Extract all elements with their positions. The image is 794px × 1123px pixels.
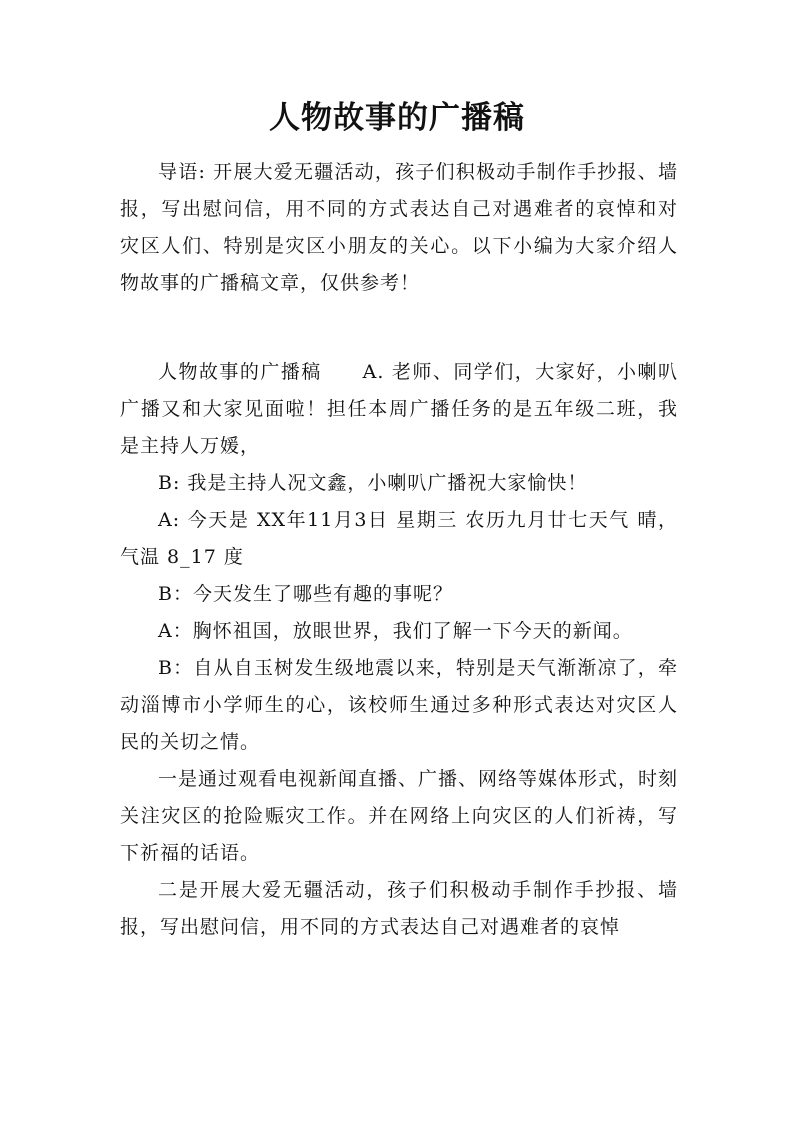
paragraph-spacer <box>120 302 678 354</box>
earthquake-news-paragraph: B：自从自玉树发生级地震以来，特别是天气渐渐凉了，牵动淄博市小学师生的心，该校师生通过多种形式表达对灾区人民的关切之情。 <box>120 657 678 753</box>
question-paragraph: B：今天发生了哪些有趣的事呢？ <box>158 583 453 605</box>
date-weather-paragraph: A: 今天是 XX年11月3日 星期三 农历九月廿七天气 晴，气温 8_17 度 <box>120 509 678 568</box>
host-b-greeting-paragraph: B: 我是主持人况文鑫，小喇叭广播祝大家愉快！ <box>158 472 588 494</box>
broadcast-opening-paragraph: 人物故事的广播稿 A. 老师、同学们，大家好，小喇叭广播又和大家见面啦！担任本周广播任务的是五年级二班，我是主持人万媛， <box>120 361 678 457</box>
second-activity-paragraph: 二是开展大爱无疆活动，孩子们积极动手制作手抄报、墙报，写出慰问信，用不同的方式表达自己对遇难者的哀悼 <box>120 879 678 938</box>
intro-paragraph: 导语: 开展大爱无疆活动，孩子们积极动手制作手抄报、墙报，写出慰问信，用不同的方式表达自己对遇难者的哀悼和对灾区人们、特别是灾区小朋友的关心。以下小编为大家介绍人物故事的广播稿文章，仅供参考！ <box>120 161 678 294</box>
news-intro-paragraph: A：胸怀祖国，放眼世界，我们了解一下今天的新闻。 <box>158 620 633 642</box>
first-activity-paragraph: 一是通过观看电视新闻直播、广播、网络等媒体形式，时刻关注灾区的抢险赈灾工作。并在网络上向灾区的人们祈祷，写下祈福的话语。 <box>120 768 679 864</box>
document-title: 人物故事的广播稿 <box>269 100 525 136</box>
document-body <box>120 154 678 946</box>
